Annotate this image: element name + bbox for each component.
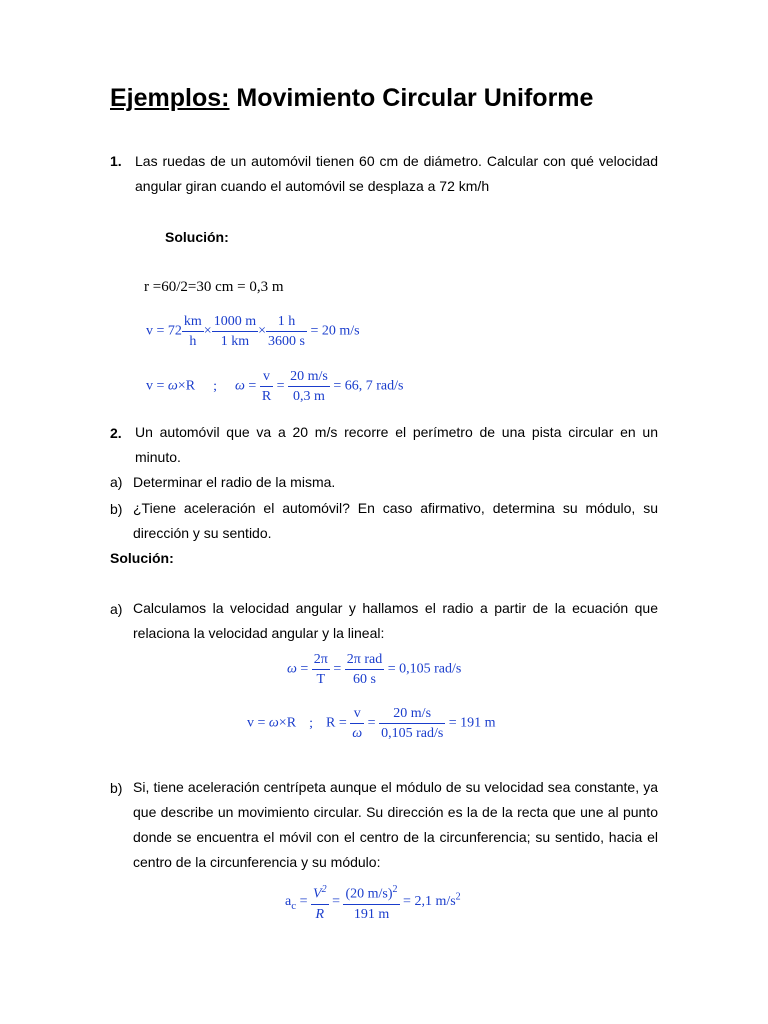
solution-a-text: Calculamos la velocidad angular y hallamos el radio a partir de la ecuación que relaciona la velocidad angular y la lineal: [133, 600, 658, 641]
eq-text: ×R [177, 378, 196, 394]
superscript: 2 [455, 891, 461, 903]
equals-sign: = [333, 661, 342, 677]
page-title [110, 84, 593, 113]
numerator-text: V [313, 886, 322, 902]
numerator: v [350, 704, 364, 724]
equals-sign: = [276, 378, 285, 394]
separator: ; [213, 378, 217, 394]
times-sign: × [203, 323, 212, 339]
exercise-1-solution-label: Solución: [165, 229, 229, 245]
superscript: 2 [392, 884, 398, 895]
angular-velocity-equation [146, 367, 403, 406]
numerator: 2π [312, 650, 330, 670]
fraction [343, 880, 399, 924]
item-a-text: Determinar el radio de la misma. [133, 474, 336, 490]
solution-b-text: Si, tiene aceleración centrípeta aunque el módulo de su velocidad sea constante, ya que describe un movimiento circular. Su dirección es la de la recta que une al punto donde se encuentra el móvil con el centro de la circunferencia; su sentido, hacia el centro de la circunferencia y su módulo: [133, 779, 658, 870]
numerator [343, 880, 399, 905]
denominator: 3600 s [268, 334, 305, 349]
denominator: 60 s [353, 672, 376, 687]
eq-text: v = 72 [146, 323, 182, 339]
item-b-text: ¿Tiene aceleración el automóvil? En caso afirmativo, determina su módulo, su dirección y su sentido. [133, 500, 658, 541]
item-a-label: a) [110, 474, 123, 490]
separator: ; [309, 715, 313, 731]
eq-text: v = [247, 715, 269, 731]
eq-text: ×R [278, 715, 297, 731]
denominator: 0,3 m [293, 389, 325, 404]
exercise-2-number: 2. [110, 425, 122, 441]
denominator: R [315, 906, 325, 922]
fraction [345, 650, 384, 689]
eq-text: a [285, 894, 292, 910]
superscript: 2 [321, 884, 327, 895]
eq-text: v = [146, 378, 168, 394]
fraction [312, 650, 330, 689]
equals-sign: = [299, 894, 308, 910]
fraction [266, 312, 307, 351]
fraction [288, 367, 330, 406]
title-label: Ejemplos: [110, 84, 230, 112]
numerator: 2π rad [345, 650, 384, 670]
eq-text: R = [326, 715, 347, 731]
fraction [212, 312, 258, 351]
fraction [182, 312, 204, 351]
solution-a-label: a) [110, 601, 123, 617]
equals-sign: = [248, 378, 257, 394]
omega-symbol: ω [235, 378, 245, 394]
denominator: 191 m [353, 906, 390, 922]
numerator: km [182, 312, 204, 332]
numerator [311, 880, 329, 905]
radius-equation [247, 704, 496, 743]
denominator: h [189, 334, 197, 349]
numerator: v [260, 367, 273, 387]
eq-result: = 2,1 m/s [403, 894, 456, 910]
numerator: 20 m/s [288, 367, 330, 387]
fraction [350, 704, 364, 743]
numerator-text: (20 m/s) [345, 886, 393, 902]
equals-sign: = [300, 661, 309, 677]
omega-symbol: ω [268, 715, 279, 731]
exercise-1-statement: Las ruedas de un automóvil tienen 60 cm de diámetro. Calcular con qué velocidad angular giran cuando el automóvil se desplaza a 72 km/h [135, 153, 658, 194]
numerator: 1 h [266, 312, 307, 332]
equals-sign: = [367, 715, 376, 731]
exercise-1-number: 1. [110, 153, 122, 169]
denominator: T [316, 672, 326, 687]
eq-result: = 0,105 rad/s [387, 661, 462, 677]
denominator: 0,105 rad/s [381, 726, 444, 741]
radius-calculation: r =60/2=30 cm = 0,3 m [144, 279, 284, 295]
omega-symbol: ω [167, 378, 178, 394]
equals-sign: = [332, 894, 340, 910]
subscript: c [291, 899, 297, 912]
denominator: ω [352, 726, 363, 741]
fraction [260, 367, 273, 406]
eq-result: = 66, 7 rad/s [333, 378, 404, 394]
item-b-label: b) [110, 501, 123, 517]
eq-result: = 191 m [448, 715, 496, 731]
velocity-conversion-equation [146, 312, 360, 351]
title-text: Movimiento Circular Uniforme [229, 84, 594, 112]
solution-b-label: b) [110, 780, 123, 796]
fraction [311, 880, 329, 924]
times-sign: × [258, 323, 266, 339]
fraction [379, 704, 445, 743]
numerator: 1000 m [212, 312, 258, 332]
exercise-2-solution-label: Solución: [110, 550, 174, 566]
denominator: R [261, 389, 272, 404]
omega-symbol: ω [287, 661, 297, 677]
exercise-2-statement: Un automóvil que va a 20 m/s recorre el perímetro de una pista circular en un minuto. [135, 424, 658, 465]
numerator: 20 m/s [379, 704, 445, 724]
centripetal-acceleration-equation [285, 880, 461, 924]
denominator: 1 km [220, 334, 250, 349]
eq-result: = 20 m/s [310, 323, 360, 339]
omega-period-equation [287, 650, 461, 689]
